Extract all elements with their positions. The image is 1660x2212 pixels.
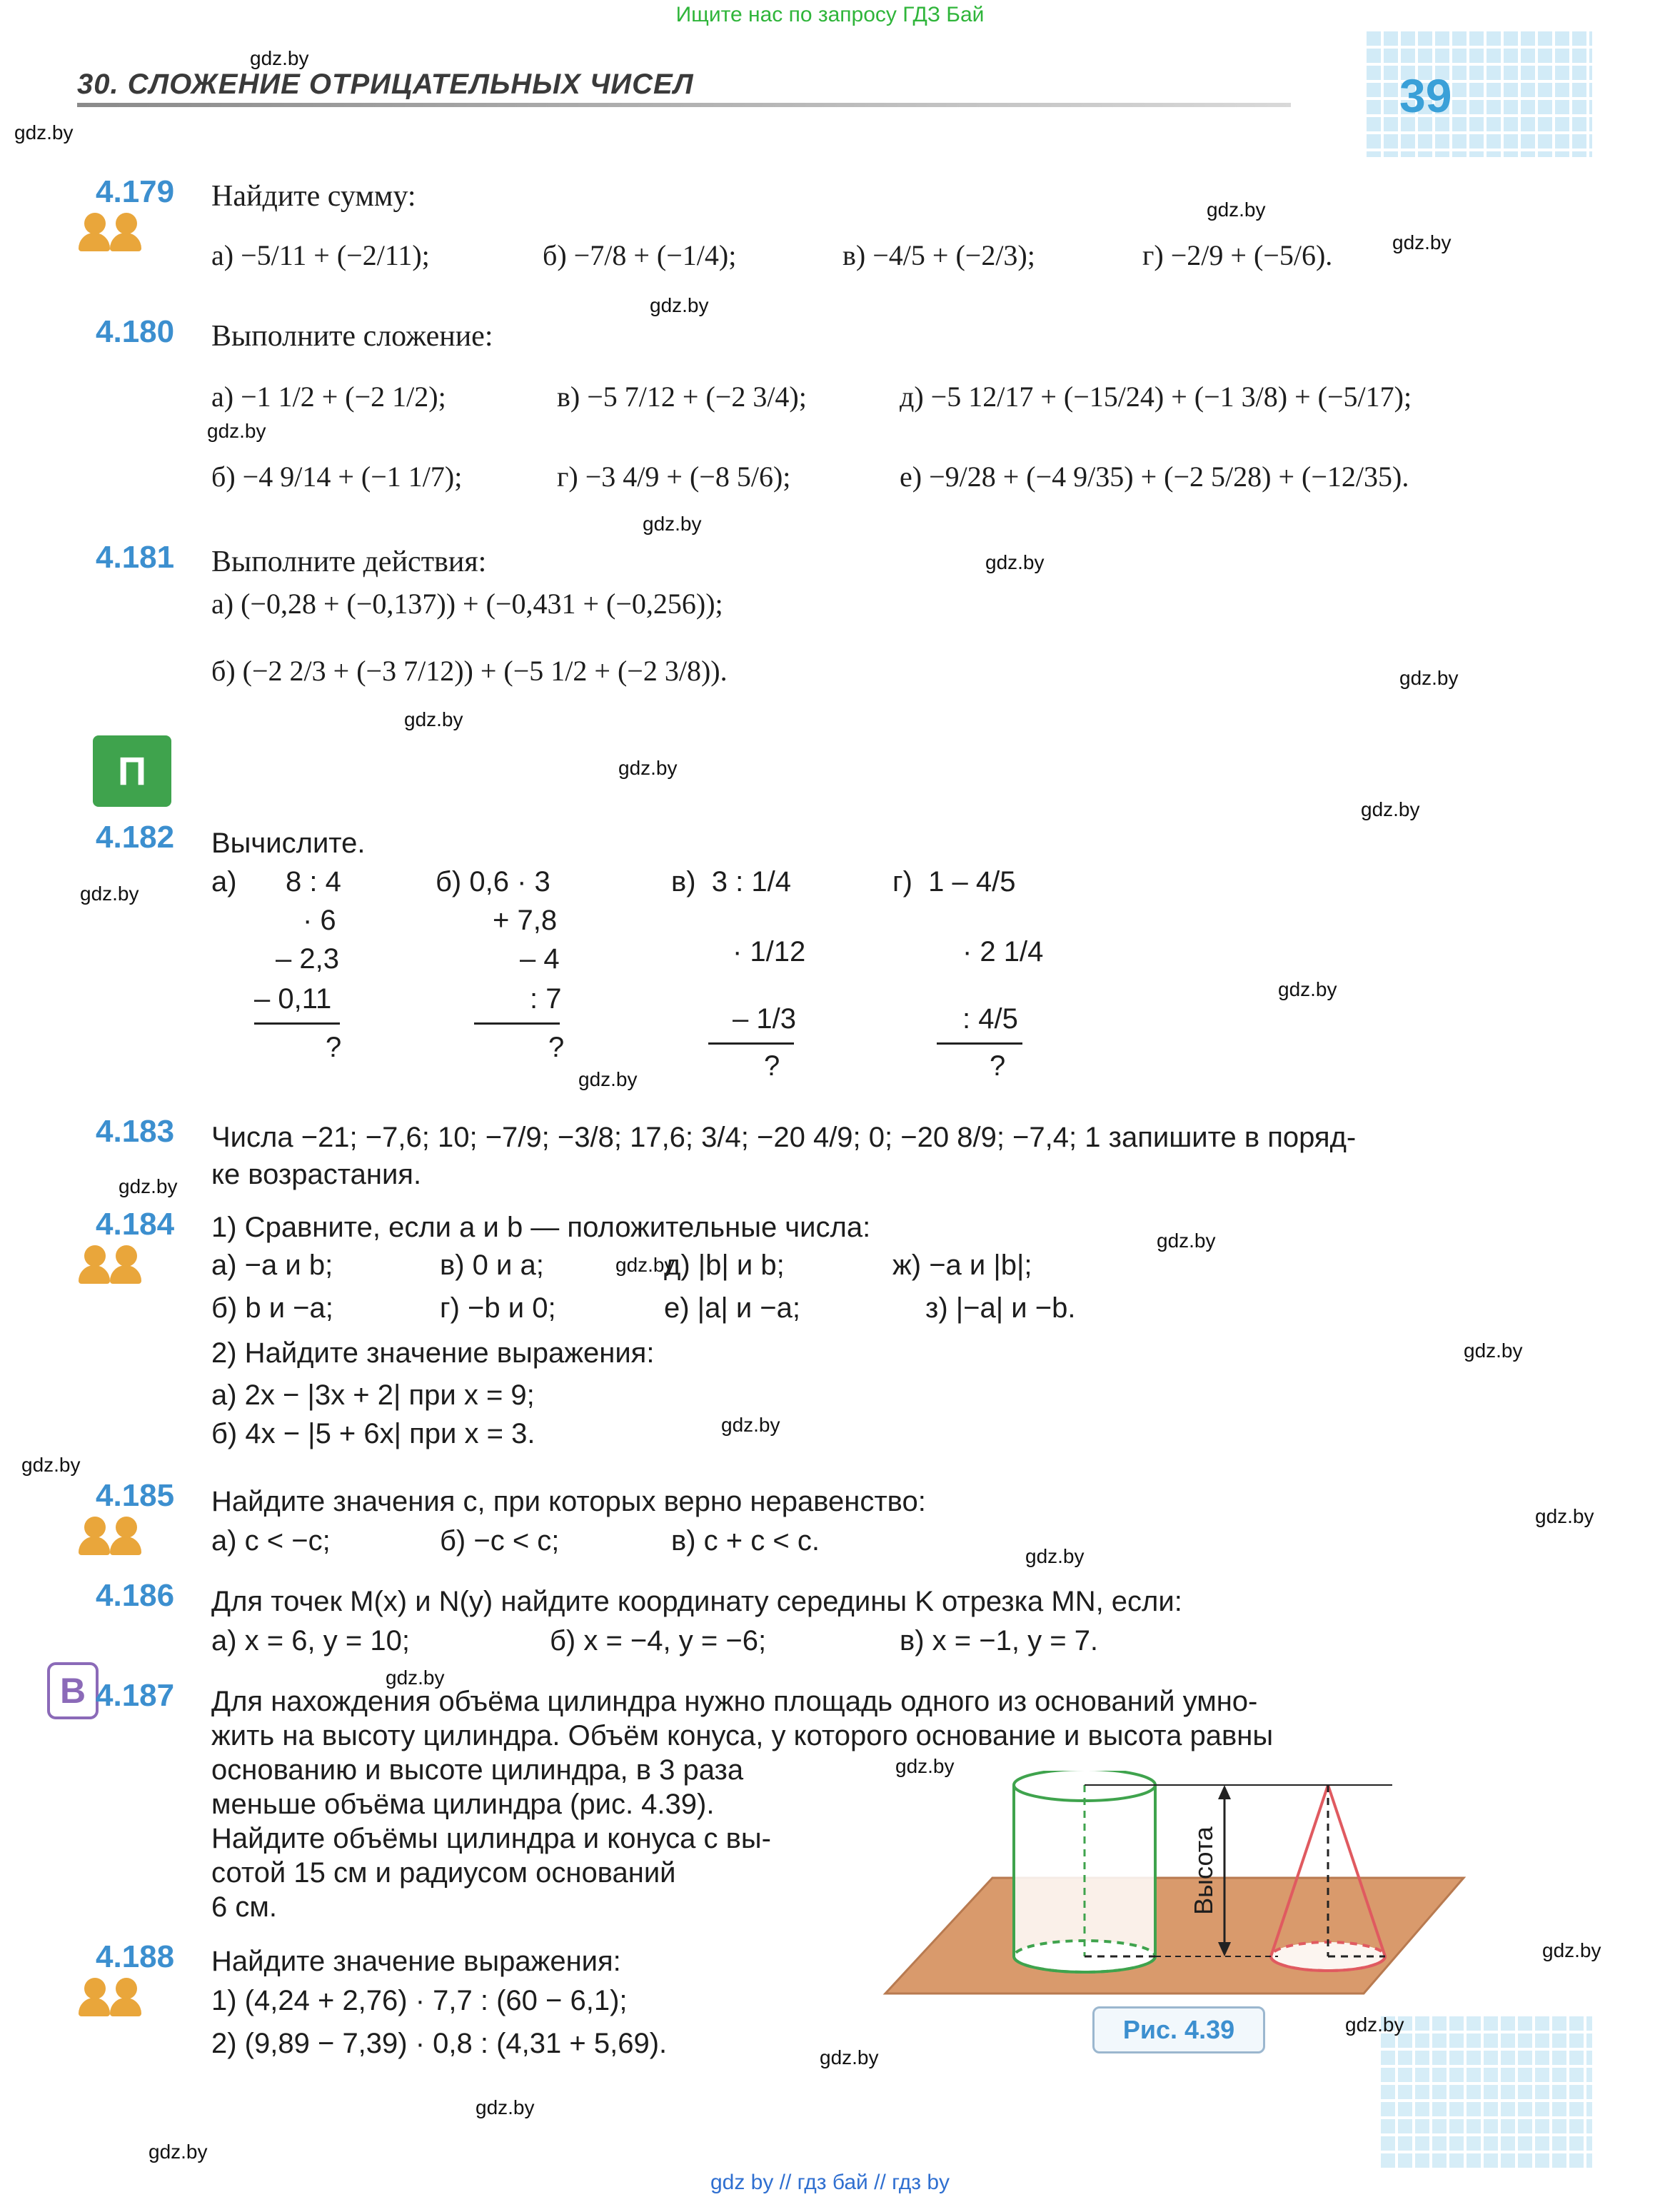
section-title: 30. СЛОЖЕНИЕ ОТРИЦАТЕЛЬНЫХ ЧИСЕЛ — [77, 69, 694, 100]
watermark: gdz.by — [650, 294, 709, 316]
problem-item: в) −4/5 + (−2/3); — [842, 239, 1035, 271]
page-number: 39 — [1399, 69, 1452, 122]
problem-text: Числа −21; −7,6; 10; −7/9; −3/8; 17,6; 3/4; −20 4/9; 0; −20 8/9; −7,4; 1 запишите в поряд- — [211, 1122, 1357, 1153]
puzzle-icon: П — [93, 735, 171, 807]
problem-text: Найдите объёмы цилиндра и конуса с вы- — [211, 1823, 771, 1854]
problem-item: з) |−a| и −b. — [925, 1292, 1076, 1324]
problem-prompt: Найдите значения c, при которых верно неравенство: — [211, 1486, 926, 1517]
problem-text: ке возрастания. — [211, 1159, 422, 1190]
cylinder-cone-figure — [878, 1771, 1478, 2014]
pair-work-icon — [79, 1245, 144, 1285]
problem-item: б) 4x − |5 + 6x| при x = 3. — [211, 1418, 535, 1449]
problem-text: жить на высоту цилиндра. Объём конуса, у которого основание и высота равны — [211, 1720, 1274, 1751]
problem-number: 4.179 — [96, 174, 175, 209]
watermark: gdz.by — [21, 1454, 81, 1476]
problem-item: б) x = −4, y = −6; — [550, 1625, 767, 1657]
watermark: gdz.by — [250, 47, 309, 69]
decorative-grid-top — [1364, 29, 1592, 157]
chain-step: – 2,3 — [276, 943, 339, 975]
watermark: gdz.by — [820, 2046, 879, 2068]
pair-work-icon — [79, 213, 144, 253]
chain-result: ? — [548, 1032, 565, 1063]
footer-links[interactable]: gdz by // гдз бай // гдз by — [710, 2171, 950, 2194]
problem-prompt: Вычислите. — [211, 828, 366, 859]
watermark: gdz.by — [80, 883, 139, 905]
chain-step: в) 3 : 1/4 — [671, 866, 791, 898]
problem-item: д) −5 12/17 + (−15/24) + (−1 3/8) + (−5/17); — [900, 381, 1412, 413]
problem-number: 4.183 — [96, 1114, 175, 1149]
problem-text: 2) Найдите значение выражения: — [211, 1337, 655, 1369]
watermark: gdz.by — [1345, 2014, 1404, 2036]
chain-rule — [708, 1042, 794, 1045]
problem-item: а) (−0,28 + (−0,137)) + (−0,431 + (−0,256)); — [211, 588, 723, 620]
watermark: gdz.by — [721, 1414, 780, 1436]
problem-item: а) −1 1/2 + (−2 1/2); — [211, 381, 446, 413]
problem-item: г) −3 4/9 + (−8 5/6); — [557, 461, 791, 493]
header-rule — [77, 103, 1291, 107]
watermark: gdz.by — [1361, 798, 1420, 820]
problem-item: ж) −a и |b|; — [892, 1250, 1032, 1281]
problem-item: а) −a и b; — [211, 1250, 333, 1281]
chain-step: – 4 — [520, 943, 560, 975]
chain-rule — [474, 1022, 560, 1025]
problem-prompt: Выполните сложение: — [211, 320, 493, 353]
problem-prompt: Выполните действия: — [211, 546, 487, 578]
watermark: gdz.by — [1542, 1939, 1601, 1961]
watermark: gdz.by — [1025, 1545, 1085, 1567]
chain-result: ? — [990, 1050, 1006, 1082]
problem-prompt: Найдите значение выражения: — [211, 1946, 621, 1977]
watermark: gdz.by — [207, 420, 266, 442]
problem-item: б) −c < c; — [440, 1525, 560, 1557]
chain-rule — [254, 1022, 340, 1025]
problem-text: 1) Сравните, если a и b — положительные числа: — [211, 1212, 871, 1243]
problem-item: 1) (4,24 + 2,76) · 7,7 : (60 − 6,1); — [211, 1985, 628, 2016]
watermark: gdz.by — [1464, 1339, 1523, 1362]
problem-number: 4.188 — [96, 1939, 175, 1974]
watermark: gdz.by — [386, 1666, 445, 1689]
problem-item: в) x = −1, y = 7. — [900, 1625, 1099, 1657]
problem-text: Для нахождения объёма цилиндра нужно площадь одного из оснований умно- — [211, 1686, 1258, 1717]
problem-number: 4.186 — [96, 1578, 175, 1613]
watermark: gdz.by — [618, 757, 678, 779]
problem-number: 4.184 — [96, 1207, 175, 1242]
chain-step: г) 1 – 4/5 — [892, 866, 1016, 898]
problem-item: в) c + c < c. — [671, 1525, 820, 1557]
chain-step: – 0,11 — [254, 983, 332, 1015]
chain-rule — [937, 1042, 1022, 1045]
top-banner[interactable]: Ищите нас по запросу ГДЗ Бай — [675, 3, 985, 26]
problem-item: в) 0 и a; — [440, 1250, 544, 1281]
problem-text: меньше объёма цилиндра (рис. 4.39). — [211, 1789, 715, 1820]
watermark: gdz.by — [14, 121, 74, 144]
watermark: gdz.by — [985, 551, 1045, 573]
watermark: gdz.by — [1157, 1230, 1216, 1252]
chain-step: б) 0,6 · 3 — [436, 866, 550, 898]
watermark: gdz.by — [643, 513, 702, 535]
watermark: gdz.by — [1392, 231, 1452, 253]
problem-item: а) x = 6, y = 10; — [211, 1625, 410, 1657]
problem-prompt: Для точек M(x) и N(y) найдите координату середины K отрезка MN, если: — [211, 1586, 1182, 1617]
problem-item: г) −b и 0; — [440, 1292, 556, 1324]
problem-item: б) −4 9/14 + (−1 1/7); — [211, 461, 463, 493]
problem-number: 4.182 — [96, 820, 175, 855]
problem-item: 2) (9,89 − 7,39) · 0,8 : (4,31 + 5,69). — [211, 2028, 668, 2059]
watermark: gdz.by — [1535, 1505, 1594, 1527]
chain-step: · 1/12 — [733, 936, 806, 967]
pair-work-icon — [79, 1517, 144, 1557]
problem-item: г) −2/9 + (−5/6). — [1142, 239, 1333, 271]
watermark: gdz.by — [476, 2096, 535, 2118]
chain-result: ? — [764, 1050, 780, 1082]
watermark: gdz.by — [404, 708, 463, 730]
figure-caption: Рис. 4.39 — [1092, 2006, 1265, 2053]
watermark: gdz.by — [615, 1254, 675, 1276]
problem-item: б) b и −a; — [211, 1292, 333, 1324]
pair-work-icon — [79, 1978, 144, 2018]
chain-step: : 4/5 — [962, 1003, 1018, 1035]
watermark: gdz.by — [1278, 978, 1337, 1000]
chain-step: 8 : 4 — [286, 866, 341, 898]
problem-item: б) −7/8 + (−1/4); — [543, 239, 737, 271]
problem-item: е) |a| и −a; — [664, 1292, 800, 1324]
decorative-grid-bottom — [1378, 2014, 1592, 2171]
watermark: gdz.by — [1207, 198, 1266, 221]
problem-item: е) −9/28 + (−4 9/35) + (−2 5/28) + (−12/35). — [900, 461, 1409, 493]
watermark: gdz.by — [578, 1068, 638, 1090]
problem-item: д) |b| и b; — [664, 1250, 785, 1281]
level-badge: В — [47, 1662, 99, 1719]
chain-label-a: а) — [211, 866, 237, 898]
watermark: gdz.by — [149, 2141, 208, 2163]
chain-result: ? — [326, 1032, 342, 1063]
chain-step: : 7 — [530, 983, 562, 1015]
problem-item: а) c < −c; — [211, 1525, 331, 1557]
problem-number: 4.181 — [96, 540, 175, 575]
problem-prompt: Найдите сумму: — [211, 180, 416, 213]
problem-item: а) 2x − |3x + 2| при x = 9; — [211, 1379, 535, 1411]
problem-text: основанию и высоте цилиндра, в 3 раза — [211, 1754, 744, 1786]
problem-number: 4.180 — [96, 314, 175, 349]
watermark: gdz.by — [1399, 667, 1459, 689]
watermark: gdz.by — [119, 1175, 178, 1197]
chain-step: – 1/3 — [733, 1003, 796, 1035]
problem-text: 6 см. — [211, 1891, 277, 1923]
problem-number: 4.187 — [96, 1678, 175, 1713]
problem-text: сотой 15 см и радиусом оснований — [211, 1857, 676, 1889]
problem-item: в) −5 7/12 + (−2 3/4); — [557, 381, 807, 413]
problem-number: 4.185 — [96, 1478, 175, 1513]
chain-step: · 6 — [303, 905, 336, 936]
problem-item: б) (−2 2/3 + (−3 7/12)) + (−5 1/2 + (−2 3/8)). — [211, 655, 728, 687]
chain-step: · 2 1/4 — [962, 936, 1044, 967]
problem-item: а) −5/11 + (−2/11); — [211, 239, 430, 271]
chain-step: + 7,8 — [493, 905, 558, 936]
watermark: gdz.by — [895, 1755, 955, 1777]
height-label: Высота — [1189, 1826, 1218, 1915]
